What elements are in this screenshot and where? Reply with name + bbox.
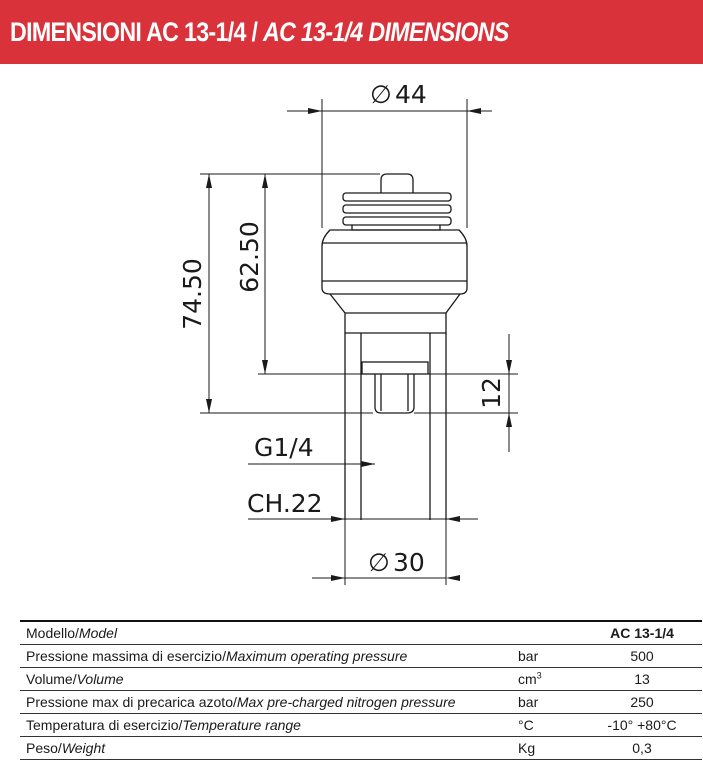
label-74-50: 74.50: [178, 258, 207, 330]
table-row: [20, 737, 702, 760]
label-62-50: 62.50: [235, 221, 264, 293]
fin-2: [343, 205, 451, 213]
header-label: [20, 621, 512, 645]
label-d44: 44: [395, 80, 427, 109]
arrow-d30-right: [446, 575, 460, 581]
arrow-d30-left: [331, 575, 345, 581]
arrow-g14: [361, 461, 375, 467]
row-value: 500: [576, 645, 702, 668]
row-value: 13: [576, 668, 702, 691]
row-value: 0,3: [576, 737, 702, 760]
arrow-745-top: [206, 174, 212, 188]
row-unit-text: bar: [518, 694, 539, 710]
arrow-625-top: [262, 174, 268, 188]
title-english: AC 13-1/4 DIMENSIONS: [262, 16, 509, 47]
table-row: [20, 645, 702, 668]
label-d30-symbol: ∅: [368, 548, 390, 577]
arrow-ch22-left: [331, 516, 345, 522]
dimension-labels: [178, 80, 506, 577]
row-label: [20, 714, 512, 737]
main-body: [322, 230, 467, 294]
header-label-it: Modello/: [26, 625, 79, 641]
row-label-it: Pressione max di precarica azoto/: [26, 694, 237, 710]
page-title: [10, 17, 509, 48]
row-value: 250: [576, 691, 702, 714]
thread-collar: [362, 362, 428, 374]
row-unit: [512, 714, 576, 737]
row-label-en: Volume: [76, 671, 124, 687]
row-unit: [512, 691, 576, 714]
row-unit-text: cm: [518, 671, 537, 687]
row-label-en: Weight: [61, 740, 106, 756]
header-label-en: Model: [78, 625, 118, 641]
row-label-it: Volume/: [26, 671, 77, 687]
fin-3: [343, 217, 451, 225]
header-model: AC 13-1/4: [576, 621, 702, 645]
row-value: -10° +80°C: [576, 714, 702, 737]
row-label: [20, 737, 512, 760]
label-d30: 30: [393, 548, 425, 577]
label-ch22: CH.22: [247, 489, 323, 518]
row-unit-text: bar: [518, 648, 539, 664]
specifications-table: [20, 620, 702, 760]
title-italian: DIMENSIONI AC 13-1/4 /: [10, 16, 263, 47]
row-label-en: Maximum operating pressure: [225, 648, 408, 664]
top-pin: [381, 174, 413, 193]
arrow-ch22-right: [446, 516, 460, 522]
row-label-en: Max pre-charged nitrogen pressure: [236, 694, 456, 710]
header-unit: [512, 621, 576, 645]
arrow-d44-right: [467, 108, 481, 114]
table-header-row: [20, 621, 702, 645]
label-12: 12: [477, 377, 506, 409]
row-unit-text: °C: [518, 717, 534, 733]
header-bar: [0, 0, 703, 64]
fin-1: [343, 193, 451, 201]
label-d44-symbol: ∅: [370, 80, 392, 109]
row-unit-superscript: 3: [536, 670, 542, 681]
row-label: [20, 691, 512, 714]
accumulator-outline: [322, 174, 467, 520]
row-label-it: Temperatura di esercizio/: [26, 717, 183, 733]
table-row: [20, 714, 702, 737]
arrow-d44-left: [308, 108, 322, 114]
row-unit: [512, 645, 576, 668]
row-label-it: Peso/: [26, 740, 62, 756]
row-label: [20, 645, 512, 668]
table-row: [20, 691, 702, 714]
row-unit: [512, 737, 576, 760]
arrow-12-bottom: [506, 413, 512, 427]
label-g14: G1/4: [254, 433, 314, 462]
technical-drawing: [0, 64, 703, 612]
row-unit-text: Kg: [518, 740, 536, 756]
row-label-en: Temperature range: [182, 717, 301, 733]
dimension-drawing-svg: [0, 64, 703, 612]
row-label: [20, 668, 512, 691]
row-unit: [512, 668, 576, 691]
table-row: [20, 668, 702, 691]
arrow-12-top: [506, 360, 512, 374]
arrow-745-bottom: [206, 399, 212, 413]
row-label-it: Pressione massima di esercizio/: [26, 648, 226, 664]
arrow-625-bottom: [262, 360, 268, 374]
fin-base: [352, 225, 440, 230]
